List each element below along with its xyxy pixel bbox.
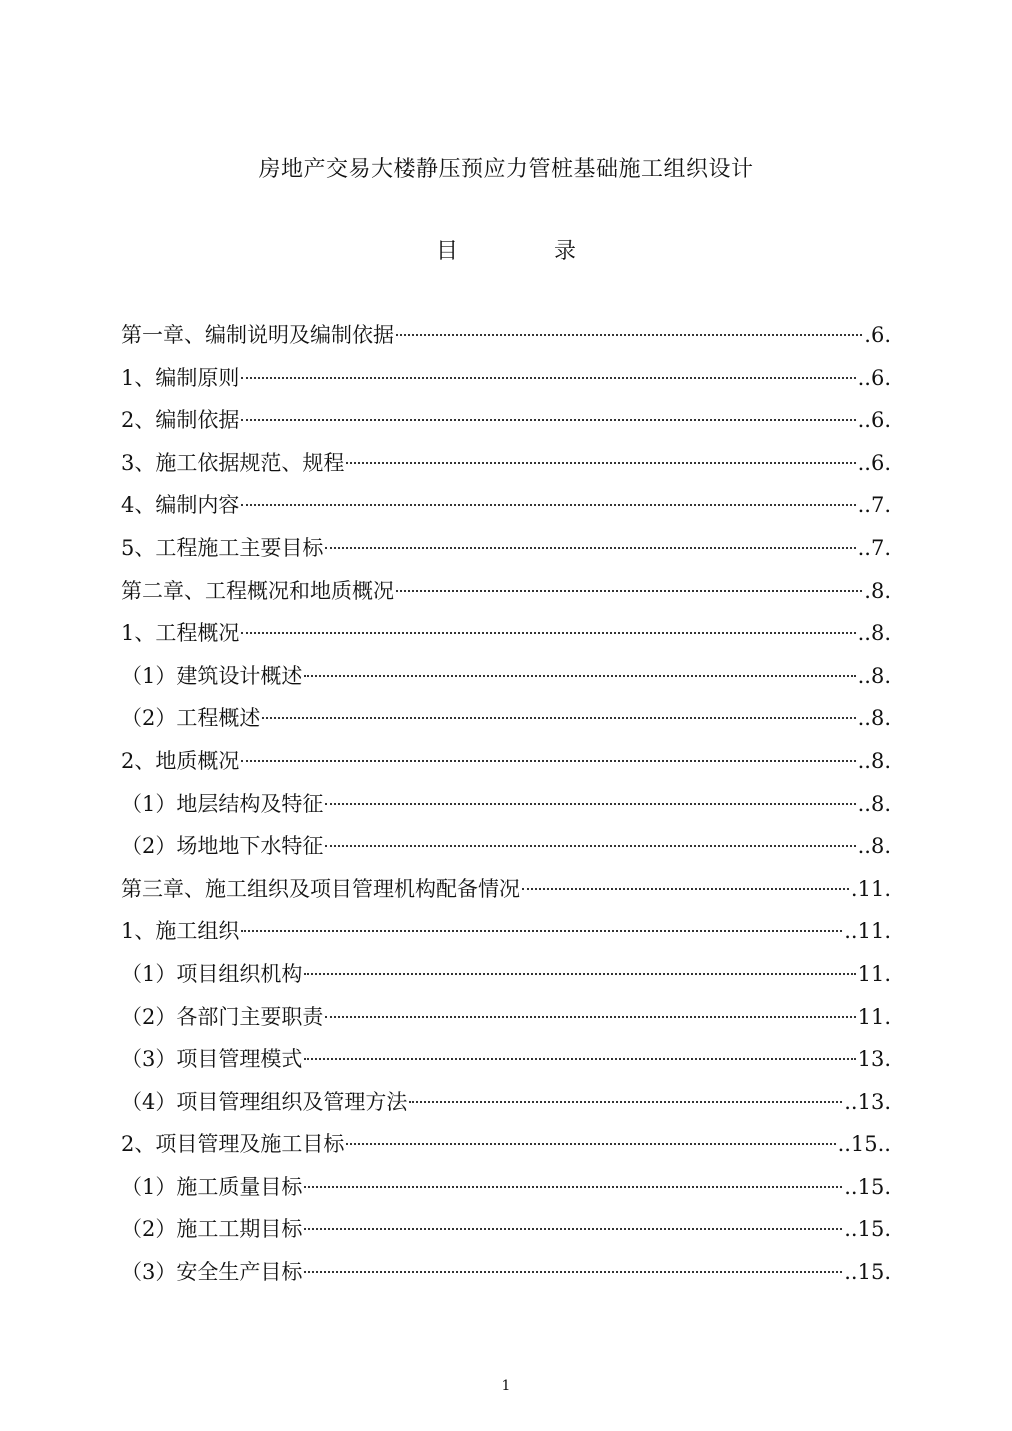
- toc-entry[interactable]: [121, 825, 891, 868]
- toc-entry[interactable]: [121, 953, 891, 996]
- document-title: 房地产交易大楼静压预应力管桩基础施工组织设计: [258, 157, 754, 182]
- toc-entry[interactable]: [121, 612, 891, 655]
- toc-entry[interactable]: [121, 527, 891, 570]
- toc-entry[interactable]: [121, 740, 891, 783]
- toc-entry-page: ..6.: [857, 408, 891, 433]
- toc-entry-page: ..8.: [857, 663, 891, 688]
- toc-heading-right: 录: [554, 239, 577, 264]
- toc-entry[interactable]: [121, 1038, 891, 1081]
- dot-leader: [241, 377, 855, 379]
- toc-entry-label: 2、地质概况: [121, 748, 240, 773]
- toc-heading-left: 目: [435, 239, 458, 264]
- toc-entry-label: （1）项目组织机构: [121, 961, 303, 986]
- toc-entry-page: 11.: [857, 961, 891, 986]
- toc-entry-page: 11.: [857, 1004, 891, 1029]
- toc-entry-page: ..8.: [857, 791, 891, 816]
- toc-entry[interactable]: [121, 1166, 891, 1209]
- toc-entry-label: （3）项目管理模式: [121, 1047, 303, 1072]
- toc-entry-page: .11.: [850, 876, 891, 901]
- dot-leader: [304, 1228, 842, 1230]
- dot-leader: [304, 1271, 842, 1273]
- toc-entry-label: 5、工程施工主要目标: [121, 535, 324, 560]
- toc-entry[interactable]: [121, 996, 891, 1039]
- toc-entry-label: 第三章、施工组织及项目管理机构配备情况: [121, 876, 520, 901]
- toc-entry[interactable]: [121, 442, 891, 485]
- toc-entry-page: .6.: [864, 323, 891, 347]
- toc-entry-page: ..15..: [837, 1132, 891, 1157]
- toc-entry-label: 4、编制内容: [121, 493, 240, 518]
- table-of-contents: [121, 314, 891, 1294]
- toc-entry-label: 第二章、工程概况和地质概况: [121, 578, 394, 603]
- toc-entry-page: ..6.: [857, 450, 891, 475]
- toc-entry[interactable]: [121, 357, 891, 400]
- dot-leader: [325, 845, 855, 847]
- toc-entry-label: （4）项目管理组织及管理方法: [121, 1089, 408, 1114]
- dot-leader: [396, 590, 862, 592]
- dot-leader: [396, 334, 862, 336]
- toc-entry[interactable]: [121, 399, 891, 442]
- toc-entry[interactable]: [121, 868, 891, 911]
- toc-entry-label: 1、施工组织: [121, 919, 240, 944]
- toc-entry-page: 13.: [857, 1047, 891, 1072]
- dot-leader: [304, 1058, 855, 1060]
- toc-entry-label: （2）场地地下水特征: [121, 834, 324, 859]
- dot-leader: [262, 717, 855, 719]
- toc-entry-page: ..15.: [844, 1260, 891, 1285]
- dot-leader: [241, 504, 855, 506]
- dot-leader: [304, 973, 855, 975]
- toc-entry-label: 2、项目管理及施工目标: [121, 1132, 345, 1157]
- toc-entry-label: 2、编制依据: [121, 408, 240, 433]
- dot-leader: [522, 888, 849, 890]
- toc-entry-label: 1、编制原则: [121, 365, 240, 390]
- toc-entry[interactable]: [121, 783, 891, 826]
- dot-leader: [346, 1143, 835, 1145]
- dot-leader: [241, 632, 855, 634]
- toc-entry-page: ..8.: [857, 706, 891, 731]
- toc-entry[interactable]: [121, 484, 891, 527]
- dot-leader: [241, 930, 842, 932]
- toc-entry-label: （2）各部门主要职责: [121, 1004, 324, 1029]
- dot-leader: [325, 803, 855, 805]
- toc-entry-label: （1）施工质量目标: [121, 1174, 303, 1199]
- toc-entry-label: （2）工程概述: [121, 706, 261, 731]
- toc-entry[interactable]: [121, 1208, 891, 1251]
- dot-leader: [241, 760, 855, 762]
- toc-entry-page: ..6.: [857, 365, 891, 390]
- page-number: 1: [501, 1378, 511, 1394]
- toc-entry[interactable]: [121, 655, 891, 698]
- toc-entry-page: ..7.: [857, 535, 891, 560]
- toc-entry-page: .8.: [864, 578, 891, 603]
- toc-heading: [0, 234, 1012, 265]
- toc-entry[interactable]: [121, 697, 891, 740]
- toc-entry-page: ..8.: [857, 621, 891, 646]
- toc-entry-label: （2）施工工期目标: [121, 1217, 303, 1242]
- dot-leader: [304, 1186, 842, 1188]
- toc-entry-label: （1）地层结构及特征: [121, 791, 324, 816]
- dot-leader: [304, 675, 855, 677]
- toc-entry-page: ..13.: [844, 1089, 891, 1114]
- toc-entry-label: （3）安全生产目标: [121, 1260, 303, 1285]
- toc-entry-page: ..8.: [857, 834, 891, 859]
- toc-entry[interactable]: [121, 1123, 891, 1166]
- toc-entry-page: ..15.: [844, 1174, 891, 1199]
- toc-entry-label: 第一章、编制说明及编制依据: [121, 323, 394, 347]
- dot-leader: [346, 462, 855, 464]
- dot-leader: [325, 547, 855, 549]
- toc-entry[interactable]: [121, 1081, 891, 1124]
- dot-leader: [409, 1101, 842, 1103]
- toc-entry-page: ..8.: [857, 748, 891, 773]
- toc-entry-label: 1、工程概况: [121, 621, 240, 646]
- toc-entry-page: ..11.: [844, 919, 891, 944]
- toc-entry[interactable]: [121, 1251, 891, 1294]
- toc-entry[interactable]: [121, 910, 891, 953]
- dot-leader: [241, 419, 855, 421]
- toc-entry-label: 3、施工依据规范、规程: [121, 450, 345, 475]
- dot-leader: [325, 1016, 855, 1018]
- toc-entry[interactable]: [121, 314, 891, 357]
- toc-entry-page: ..15.: [844, 1217, 891, 1242]
- toc-entry-page: ..7.: [857, 493, 891, 518]
- toc-entry[interactable]: [121, 570, 891, 613]
- toc-entry-label: （1）建筑设计概述: [121, 663, 303, 688]
